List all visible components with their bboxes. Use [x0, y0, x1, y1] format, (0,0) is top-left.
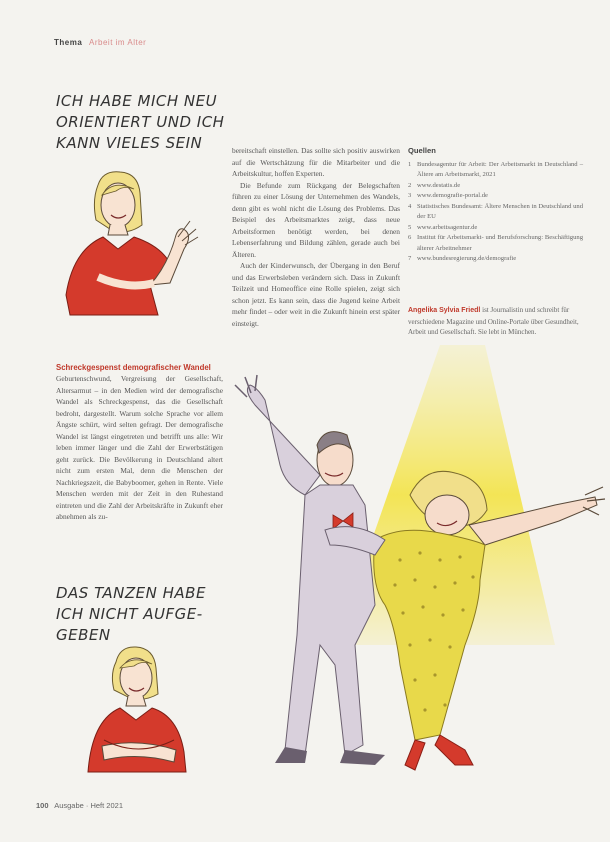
author-name: Angelika Sylvia Friedl [408, 307, 481, 314]
illustration-woman-waving [58, 165, 208, 315]
source-item: 7 www.bundesregierung.de/demografie [408, 255, 517, 262]
author-bio: ist Journalistin und schreibt für verschiedene Magazine und Online-Portale über Gesundheit, Arbeit und Gesellschaft. Sie lebt in München. [408, 306, 579, 336]
publication-name: Ausgabe · Heft 2021 [54, 801, 123, 810]
author-box [408, 305, 580, 338]
quote-top: ICH HABE MICH NEU ORIENTIERT UND ICH KANN VIELES SEIN [56, 92, 225, 152]
section-label: Thema [54, 38, 83, 47]
sources-list [408, 160, 583, 265]
illustration-woman-arms-crossed [78, 642, 198, 782]
source-item: 2 www.destatis.de [408, 181, 461, 189]
page-header [54, 38, 146, 47]
source-item: 5 www.arbeitsagentur.de [408, 223, 478, 231]
column-1-text: Geburtenschwund, Vergreisung der Gesellschaft, Altersarmut – in den Medien wird der demografische Wandel als Schreckgespenst, das die Gesellschaft bedroht, dargestellt. Warum solche Sprache vor allem Ängste schürt, wird selten gefragt. Der demografische Wandel ist längst eingetreten und betrifft uns alle: Wir leben immer länger und die Zahl der Erwerbstätigen geht zurück. Die Bevölkerung in Deutschland altert nicht zum ersten Mal, denn die Menschen der Nachkriegszeit, die Babyboomer, gehen in Rente. Viele Menschen werden mit der Zeit in den Ruhestand eintreten und die Zahl der Arbeitskräfte in Zukunft eher abnehmen als zu- [56, 374, 223, 521]
source-item: 6 Institut für Arbeitsmarkt- und Berufsforschung: Beschäftigung älterer Arbeitnehmer [408, 234, 583, 252]
column-1 [56, 363, 223, 523]
column-2-paragraph: bereitschaft einstellen. Das sollte sich positiv auswirken auf die Wertschätzung für die Mitarbeiter und die Arbeitskultur, hoffen Experten. [232, 146, 400, 178]
page-footer [36, 801, 123, 810]
subheading: Schreckgespenst demografischer Wandel [56, 363, 211, 372]
sources-box [408, 145, 583, 265]
source-item: 4 Statistisches Bundesamt: Ältere Menschen in Deutschland und der EU [408, 202, 583, 220]
illustration-dancing-couple [225, 345, 605, 785]
column-2 [232, 145, 400, 329]
sources-title: Quellen [408, 146, 436, 155]
source-item: 1 Bundesagentur für Arbeit: Der Arbeitsmarkt in Deutschland – Ältere am Arbeitsmarkt, 2021 [408, 160, 583, 178]
column-2-paragraph: Die Befunde zum Rückgang der Belegschaften führen zu einer Lösung der Unternehmen des Wandels, denn gibt es wohl nicht die Lösung des Problems. Das Beispiel des Arbeitsmarktes zeigt, dass neue Arbeitsformen benötigt werden, bei denen Lebenserfahrung und Bildung zählen, gerade auch bei Älteren. [232, 180, 400, 259]
source-item: 3 www.demografie-portal.de [408, 192, 488, 199]
topic-label: Arbeit im Alter [89, 38, 147, 47]
page-number: 100 [36, 801, 49, 810]
column-2-paragraph: Auch der Kinderwunsch, der Übergang in den Beruf und das Erwerbsleben verändern sich. Dass in Zukunft Teilzeit und Homeoffice eine Rolle spielen, zeigt sich schon jetzt. Es kann sein, dass die Jugend keine Arbeit mehr findet – oder weit in die Zukunft hinein erst später einsteigt. [232, 261, 400, 328]
quote-bottom: DAS TANZEN HABE ICH NICHT AUFGE-GEBEN [56, 584, 206, 644]
